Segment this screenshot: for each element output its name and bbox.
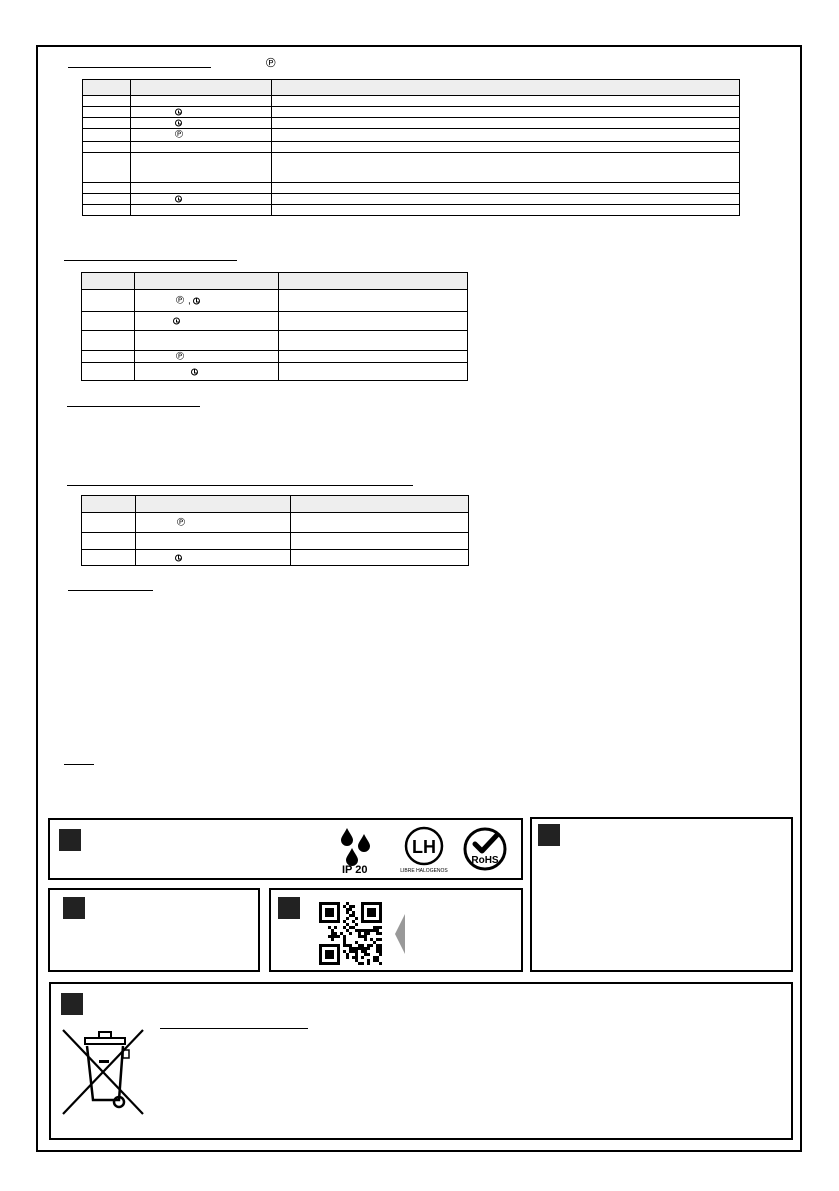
disposal-box [49, 982, 793, 1140]
table-row [82, 312, 468, 331]
water-drops-icon [338, 826, 374, 866]
qr-code-icon[interactable] [319, 902, 382, 965]
table-row [82, 363, 468, 381]
p-symbol-icon: ℗ [176, 350, 185, 362]
disposal-heading-rule [160, 1028, 308, 1029]
ip-rating-label: IP 20 [342, 864, 368, 876]
section-6-heading-rule [64, 764, 94, 765]
table-row [83, 153, 740, 183]
table-row [82, 533, 469, 550]
table-row [83, 142, 740, 153]
table-row [83, 80, 740, 96]
p-symbol-icon: ℗ [177, 516, 186, 528]
table-row [82, 331, 468, 351]
info-box-right [530, 817, 793, 972]
section-4-heading-rule [67, 485, 413, 486]
ratings-box [48, 818, 523, 880]
clock-icon [191, 368, 198, 375]
halogen-free-caption: LIBRE HALOGENOS [400, 868, 448, 874]
weee-bin-icon [57, 1026, 147, 1118]
table-1 [82, 79, 740, 216]
table-row [83, 183, 740, 194]
table-row [83, 107, 740, 118]
section-marker-square [278, 897, 300, 919]
clock-icon [175, 554, 182, 561]
table-row [83, 194, 740, 205]
table-row [83, 96, 740, 107]
table-row [82, 496, 469, 513]
section-marker-square [538, 824, 560, 846]
clock-icon [173, 318, 180, 325]
section-2-heading-rule [64, 260, 237, 261]
p-symbol-icon: ℗ [176, 294, 185, 306]
section-marker-square [61, 993, 83, 1015]
table-row [83, 129, 740, 142]
clock-icon [175, 120, 182, 127]
section-1-heading-rule [68, 67, 211, 68]
section-marker-square [63, 897, 85, 919]
table-row [83, 205, 740, 216]
table-row [82, 550, 469, 566]
p-symbol-icon: ℗ [175, 128, 184, 141]
info-box-left [48, 888, 260, 972]
table-row [82, 513, 469, 533]
clock-icon [193, 297, 200, 304]
table-row [83, 118, 740, 129]
clock-icon [175, 196, 182, 203]
halogen-free-short-label: LH [412, 837, 436, 857]
table-2 [81, 272, 468, 381]
table-row [82, 273, 468, 290]
clock-icon [175, 109, 182, 116]
arrow-left-icon [394, 914, 406, 954]
rohs-label: RoHS [471, 855, 499, 866]
section-3-heading-rule [67, 406, 200, 407]
table-3 [81, 495, 469, 566]
halogen-free-icon [400, 826, 452, 876]
comma-separator: , [188, 295, 191, 306]
qr-box [269, 888, 523, 972]
table-row [82, 351, 468, 363]
p-symbol-icon: ℗ [266, 55, 276, 70]
section-marker-square [59, 829, 81, 851]
table-row [82, 290, 468, 312]
rohs-icon [462, 826, 508, 872]
section-5-heading-rule [68, 590, 153, 591]
